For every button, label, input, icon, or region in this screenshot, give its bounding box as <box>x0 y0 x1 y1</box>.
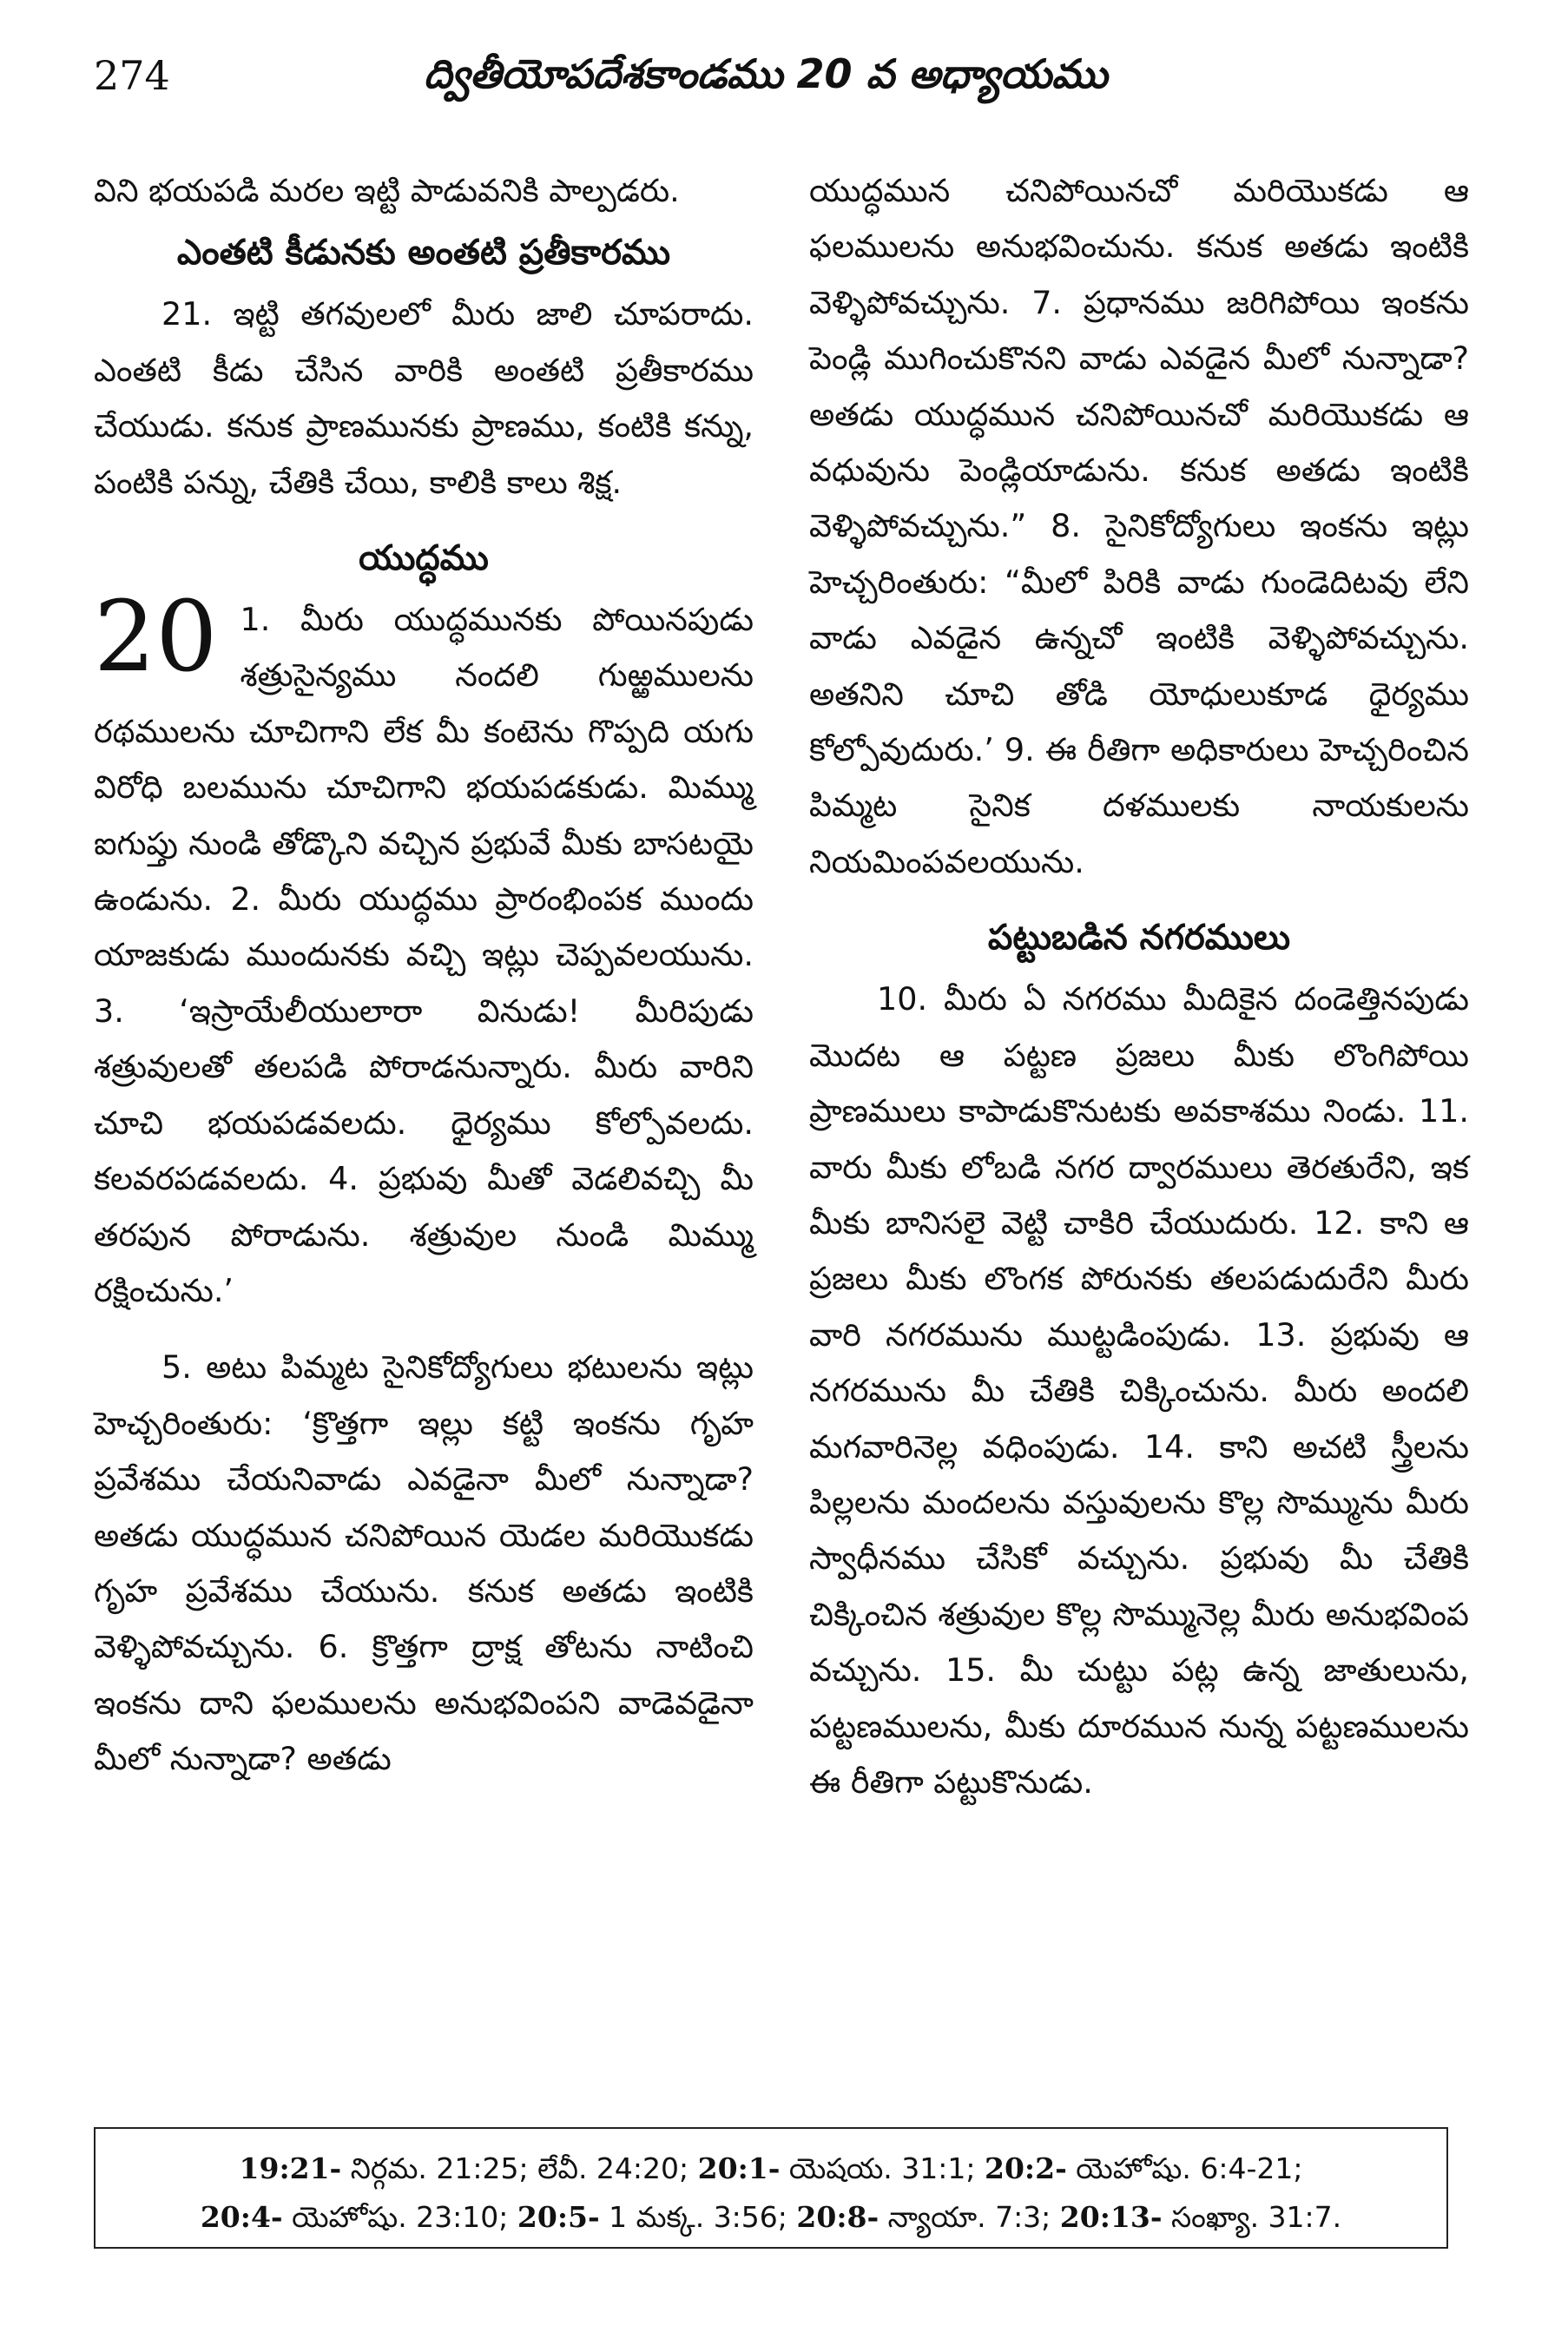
page-header <box>94 45 1474 115</box>
footnote-ref: 20:2- <box>985 2151 1067 2185</box>
footnote-text: యెహోషు. 6:4-21; <box>1066 2151 1303 2185</box>
footnote-entry <box>1060 2200 1341 2234</box>
footnote-entry <box>240 2151 698 2185</box>
footnote-ref: 20:13- <box>1059 2200 1163 2234</box>
footnote-text: సంఖ్యా. 31:7. <box>1162 2200 1342 2234</box>
footnote-text: న్యాయా. 7:3; <box>879 2200 1060 2234</box>
running-title: ద్వితీయోపదేశకాండము 20 వ అధ్యాయము <box>424 50 1108 97</box>
left-column <box>94 163 754 1788</box>
footnote-text: 1 మక్క. 3:56; <box>599 2200 797 2234</box>
intro-paragraph: విని భయపడి మరల ఇట్టి పాడువనికి పాల్పడరు. <box>94 172 680 209</box>
footnote-text: యెహోషు. 23:10; <box>282 2200 517 2234</box>
footnote-entry <box>985 2151 1302 2185</box>
verse-paragraph-6-9: యుద్ధమున చనిపోయినచో మరియొకడు ఆ ఫలములను అనుభవించును. కనుక అతడు ఇంటికి వెళ్ళిపోవచ్చును. 7. ప్రధానము జరిగిపోయి ఇంకను పెండ్లి ముగించుకొనని వాడు ఎవడైన మీలో నున్నాడా? అతడు యుద్ధమున చనిపోయినచో మరియొకడు ఆ వధువును పెండ్లియాడును. కనుక అతడు ఇంటికి వెళ్ళిపోవచ్చును.” 8. సైనికోద్యోగులు ఇంకను ఇట్లు హెచ్చరింతురు: “మీలో పిరికి వాడు గుండెదిటవు లేని వాడు ఎవడైన ఉన్నచో ఇంటికి వెళ్ళిపోవచ్చును. అతనిని చూచి తోడి యోధులుకూడ ధైర్యము కోల్పోవుదురు.’ 9. ఈ రీతిగా అధికారులు హెచ్చరించిన పిమ్మట సైనిక దళములకు నాయకులను నియమింపవలయును. <box>809 172 1469 880</box>
chapter-number: 20 <box>94 581 218 695</box>
footnote-ref: 20:5- <box>517 2200 600 2234</box>
verse-paragraph-21: 21. ఇట్టి తగవులలో మీరు జాలి చూపరాదు. ఎంతటి కీడు చేసిన వారికి అంతటి ప్రతీకారము చేయుడు. కనుక ప్రాణమునకు ప్రాణము, కంటికి కన్ను, పంటికి పన్ను, చేతికి చేయి, కాలికి కాలు శిక్ష. <box>94 295 754 501</box>
footnote-box <box>94 2127 1448 2249</box>
footnote-ref: 19:21- <box>239 2151 342 2185</box>
section-heading-captured-cities: పట్టుబడిన నగరములు <box>987 918 1291 959</box>
footnote-text: నిర్గమ. 21:25; లేవీ. 24:20; <box>341 2151 698 2185</box>
footnote-ref: 20:4- <box>200 2200 283 2234</box>
right-column <box>809 163 1469 1810</box>
verse-paragraph-1-4: 1. మీరు యుద్ధమునకు పోయినపుడు శత్రుసైన్యము నందలి గుఱ్ఱములను రథములను చూచిగాని లేక మీ కంటెను గొప్పది యగు విరోధి బలమును చూచిగాని భయపడకుడు. మిమ్ము ఐగుప్తు నుండి తోడ్కొని వచ్చిన ప్రభువే మీకు బాసటయై ఉండును. 2. మీరు యుద్ధము ప్రారంభింపక ముందు యాజకుడు ముందునకు వచ్చి ఇట్లు చెప్పవలయును. 3. ‘ఇస్రాయేలీయులారా వినుడు! మీరిపుడు శత్రువులతో తలపడి పోరాడనున్నారు. మీరు వారిని చూచి భయపడవలదు. ధైర్యము కోల్పోవలదు. కలవరపడవలదు. 4. ప్రభువు మీతో వెడలివచ్చి మీ తరపున పోరాడును. శత్రువుల నుండి మిమ్ము రక్షించును.’ <box>94 601 754 1309</box>
footnote-entry <box>517 2200 797 2234</box>
page-number: 274 <box>94 52 170 99</box>
section-heading-retribution: ఎంతటి కీడునకు అంతటి ప్రతీకారము <box>176 233 671 273</box>
footnote-entry <box>698 2151 985 2185</box>
verse-paragraph-5-6: 5. అటు పిమ్మట సైనికోద్యోగులు భటులను ఇట్లు హెచ్చరింతురు: ‘క్రొత్తగా ఇల్లు కట్టి ఇంకను గృహ ప్రవేశము చేయనివాడు ఎవడైనా మీలో నున్నాడా? అతడు యుద్ధమున చనిపోయిన యెడల మరియొకడు గృహ ప్రవేశము చేయును. కనుక అతడు ఇంటికి వెళ్ళిపోవచ్చును. 6. క్రొత్తగా ద్రాక్ష తోటను నాటించి ఇంకను దాని ఫలములను అనుభవింపని వాడెవడైనా మీలో నున్నాడా? అతడు <box>94 1348 754 1778</box>
verse-paragraph-10-15: 10. మీరు ఏ నగరము మీదికైన దండెత్తినపుడు మొదట ఆ పట్టణ ప్రజలు మీకు లొంగిపోయి ప్రాణములు కాపాడుకొనుటకు అవకాశము నిండు. 11. వారు మీకు లోబడి నగర ద్వారములు తెరతురేని, ఇక మీకు బానిసలై వెట్టి చాకిరి చేయుదురు. 12. కాని ఆ ప్రజలు మీకు లొంగక పోరునకు తలపడుదురేని మీరు వారి నగరమును ముట్టడింపుడు. 13. ప్రభువు ఆ నగరమును మీ చేతికి చిక్కించును. మీరు అందలి మగవారినెల్ల వధింపుడు. 14. కాని అచటి స్త్రీలను పిల్లలను మందలను వస్తువులను కొల్ల సొమ్మును మీరు స్వాధీనము చేసికో వచ్చును. ప్రభువు మీ చేతికి చిక్కించిన శత్రువుల కొల్ల సొమ్మునెల్ల మీరు అనుభవింప వచ్చును. 15. మీ చుట్టు పట్ల ఉన్న జాతులును, పట్టణములను, మీకు దూరమున నున్న పట్టణములను ఈ రీతిగా పట్టుకొనుడు. <box>809 980 1469 1801</box>
chapter-block <box>94 581 754 1319</box>
footnote-ref: 20:8- <box>796 2200 880 2234</box>
footnote-text: యెషయ. 31:1; <box>780 2151 985 2185</box>
footnote-entry <box>201 2200 517 2234</box>
footnote-ref: 20:1- <box>697 2151 781 2185</box>
footnote-entry <box>796 2200 1059 2234</box>
section-heading-war: యుద్ధము <box>359 538 489 579</box>
